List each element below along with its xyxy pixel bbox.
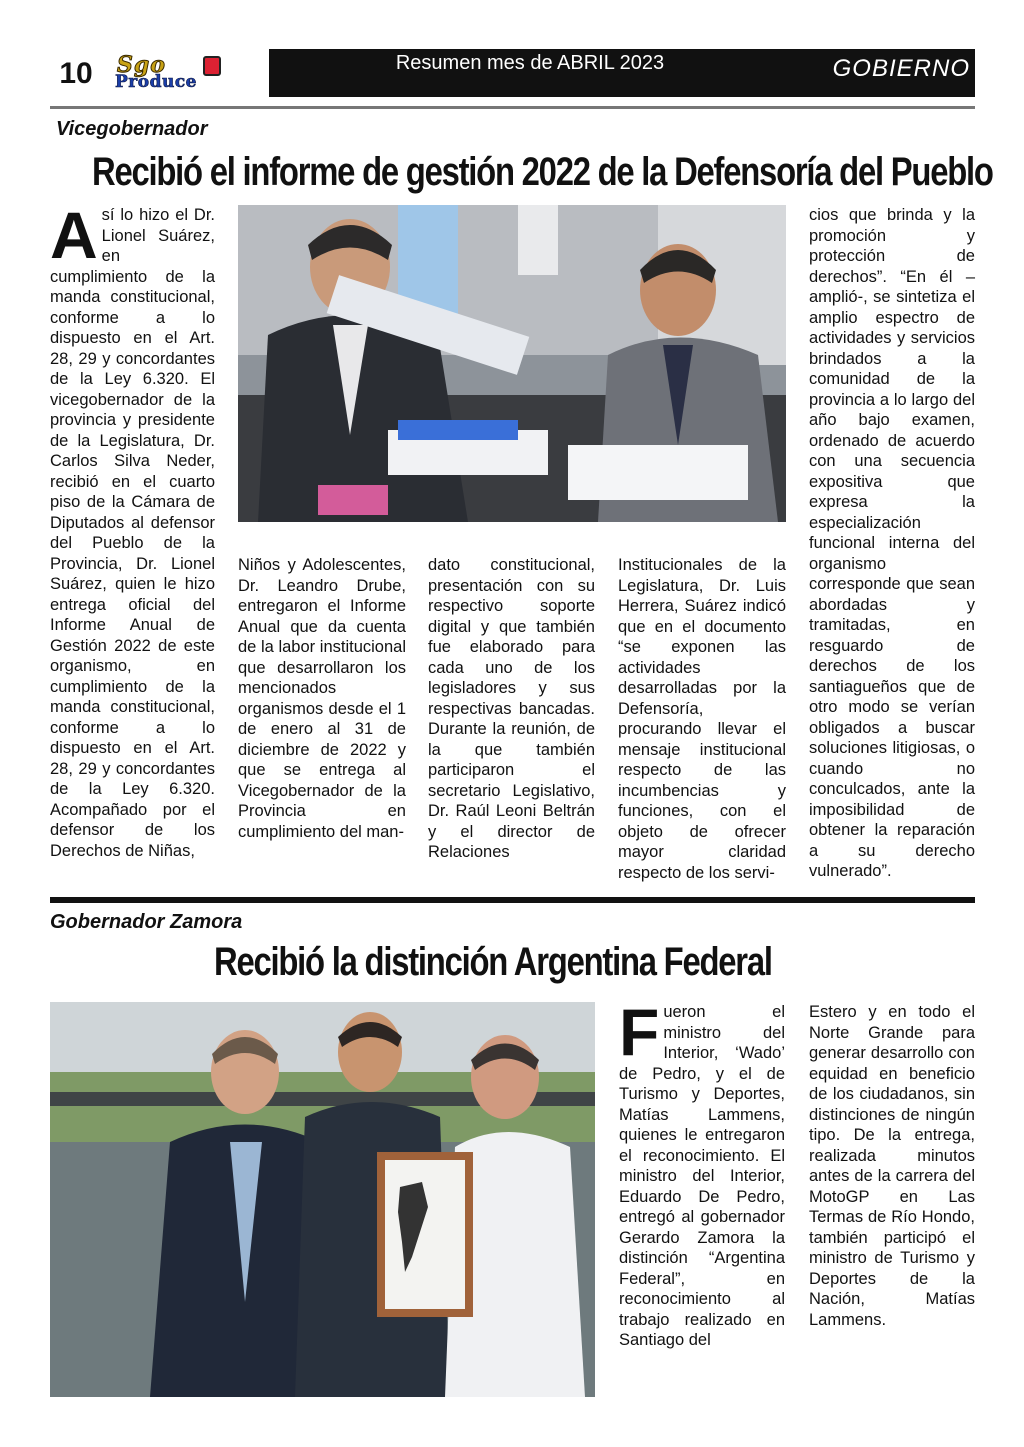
article1-headline: Recibió el informe de gestión 2022 de la Defensoría del Pueblo	[92, 150, 993, 194]
section-name: GOBIERNO	[832, 55, 970, 82]
award-photo-illustration	[50, 1002, 595, 1397]
logo-text-produce: Produce	[115, 72, 197, 92]
article1-column-3: dato constitucional, presentación con su respectivo soporte digital y que también fue elaborado para cada uno de los legisladores y sus respectivas bancadas. Durante la reunión, de la que también participaron el secretario Legislativo, Dr. Raúl Leoni Beltrán y el director de Relaciones	[428, 556, 595, 861]
section-divider	[50, 897, 975, 903]
logo-flag-icon	[203, 56, 221, 76]
meeting-photo-illustration	[238, 205, 786, 522]
article2-column-2: Estero y en todo el Norte Grande para generar desarrollo con equidad en beneficio de los ciudadanos, sin distinciones de ningún tipo. De la entrega, realizada minutos antes de la carrera del MotoGP en Las Termas de Río Hondo, también participó el ministro de Turismo y Deportes de la Nación, Matías Lammens.	[809, 1003, 975, 1329]
article1-photo	[238, 205, 786, 522]
article1-column-5: cios que brinda y la promoción y protección de derechos”. “En él –amplió-, se sintetiza el amplio espectro de actividades y servicios brindados a la comunidad de la provincia a lo largo del año bajo examen, ordenado de acuerdo con una secuencia expositiva que expresa la especialización funcional interna del organismo corresponde que sean abordadas y tramitadas, en resguardo de derechos de los santiagueños que de otro modo se verían obligados a buscar soluciones litigiosas, o cuando no conculcados, ante la imposibilidad de obtener la reparación a su derecho vulnerado”.	[809, 206, 975, 880]
page-number: 10	[59, 57, 93, 90]
article2-photo	[50, 1002, 595, 1397]
article1-kicker: Vicegobernador	[56, 118, 208, 140]
article1-column-1	[50, 198, 215, 885]
article1-column-4: Institucionales de la Legislatura, Dr. Luis Herrera, Suárez indicó que en el documento “se exponen las actividades desarrolladas por la Defensoría, procurando llevar el mensaje institucional respecto de las incumbencias y funciones, con el objeto de ofrecer mayor claridad respecto de los servi-	[618, 556, 786, 882]
sgo-produce-logo	[113, 52, 261, 94]
header-rule	[50, 106, 975, 109]
article1-col1-text: sí lo hizo el Dr. Lionel Suárez, en cumplimiento de la manda constitucional, conforme a lo dispuesto en el Art. 28, 29 y concordantes de la Ley 6.320. El vicegobernador de la provincia y presidente de la Legislatura, Dr. Carlos Silva Neder, recibió en el cuarto piso de la Cámara de Diputados al defensor del Pueblo de la Provincia, Dr. Lionel Suárez, quien le hizo entrega oficial del Informe Anual de Gestión 2022 de este organismo, en cumplimiento de la manda constitucional, conforme a lo dispuesto en el Art. 28, 29 y concordantes de la Ley 6.320. Acompañado por el defensor de los Derechos de Niñas,	[50, 206, 215, 860]
article2-kicker: Gobernador Zamora	[50, 911, 243, 933]
article2-column-1	[619, 995, 785, 1351]
article2-col1-text: ueron el ministro del Interior, ‘Wado’ de Pedro, y el de Turismo y Deportes, Matías Lammens, quienes le entregaron el reconocimiento. El ministro del Interior, Eduardo De Pedro, entregó al gobernador Gerardo Zamora la distinción “Argentina Federal”, en reconocimiento al trabajo realizado en Santiago del	[619, 1003, 785, 1349]
article1-dropcap: A	[50, 198, 98, 272]
article2-headline: Recibió la distinción Argentina Federal	[214, 940, 772, 984]
logo-text-sgo: Sgo	[117, 52, 166, 78]
article2-dropcap: F	[619, 995, 660, 1069]
article1-column-2: Niños y Adolescentes, Dr. Leandro Drube, entregaron el Informe Anual que da cuenta de la labor institucional que desarrollaron los mencionados organismos desde el 1 de enero al 31 de diciembre de 2022 y que se entrega al Vicegobernador de la Provincia en cumplimiento del man-	[238, 556, 406, 841]
issue-month: Resumen mes de ABRIL 2023	[395, 52, 665, 74]
